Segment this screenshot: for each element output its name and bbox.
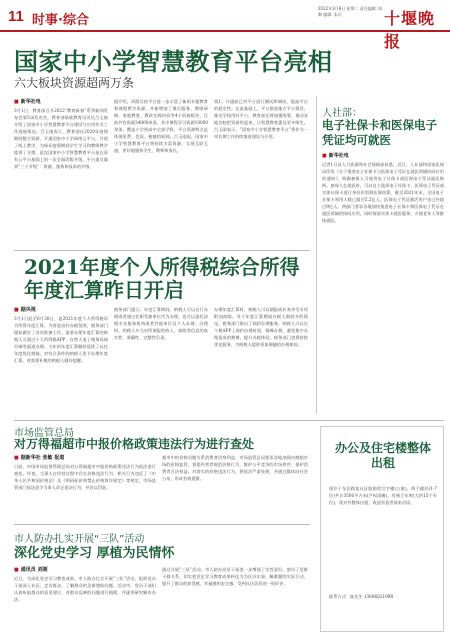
divider [14,420,444,421]
sidebar-source: ■ 新华社电 [322,152,444,159]
lead-headline: 国家中小学智慧教育平台亮相 [14,47,333,76]
lead-source: ■ 新华社电 [14,98,108,105]
civil-defense-headline: 深化党史学习 厚植为民情怀 [14,546,175,561]
market-headline: 对万得福超市中报价格政策违法行为进行查处 [14,437,255,451]
civil-defense-source: ■ 通讯员 刘刚 [14,566,156,573]
divider [14,250,310,251]
ad-body: 现位于东岳路某社区临街的写字楼(公寓)，两个楼层(1-7层)共计3500平方米(产权清晰)，有独立车库(大约15个车位)，现对外整体出租，欢迎有意者前来洽谈。 [329,486,437,505]
civil-defense-col-1: ■ 通讯员 刘刚 近日，为深化党史学习教育成果，市人防办扎实开展“三队”活动，组织党员干部深入社区、走访群众，了解群众的急难愁盼问题。活动中，党员干部们认真听取群众的意见建议，对群众反映的问题进行梳理，并逐项研究解决办法。 [14,566,156,634]
market-col-2: 超市中的价格问题关系消费者切身利益，市场监管总局要求各地加强对商超市场的价格监管，督促经营者规范价格行为，维护公平竞争的市场秩序，保护消费者合法权益。对查实的价格违法行为，将依法严肃处理，并通过媒体向社会公布，形成有效震慑。 [162,455,308,481]
lead-col-3: 第1、开通前已对平台进行测试和调试，提高平台的稳定性。在此基础上，平台推进地方平台建设，推动学校用好平台，教育部还将加强统筹，推动各地各校把资源用起来，让智慧教育惠及更多师生。吕玉刚表示，“国家中小学智慧教育平台”将作为一项长期工作持续推进建设与应用。 [214,99,308,139]
market-col-1: ■ 据新华社 张敏 报道 日前，中国市场监督管理总局对万得福超市中报价格政策违法行为依法进行查处。经查，当事人在经营过程中存在价格违法行为，相关行为违反了《中华人民共和国价格法》及《明码标价和禁止价格欺诈规定》等规定，市场监管部门依法责令当事人改正违法行为，并处以罚款。 [14,454,156,520]
page-number: 11 [8,8,24,25]
ad-title: 办公及住宅楼整体出租 [334,441,431,470]
market-kicker: 市场监管总局 [14,428,74,439]
sidebar-kicker: 人社部： [322,108,362,119]
divider [14,524,310,525]
lead-col-1: ■ 新华社电 3月1日，教育部召开2022“教育新春”系列新闻发布会第5场发布会，教育部基础教育司司长吕玉刚介绍了国家中小学智慧教育平台建设与应用有关工作进展情况。吕玉刚表示，教育部在2020年疫情期间整合资源，开通国家中小学网络云平台，开展了线上教学，为保证疫情期间学生学习和教师教学提供了支撑。此次国家中小学智慧教育平台是在原有云平台基础上的一次全面改版升级，平台重点做到“三个升级”：资源、服务和技术的升级。 [14,98,108,246]
tax-col-3: 办理年度汇算时，纳税人可以填报或补充享受专项附加扣除。对于年度汇算期间办税人数较多的情况，税务部门推出了预约办理服务，纳税人可以在个税APP上预约办理时间，错峰办税，避免集中办理造成的拥堵，提升办税体验。税务部门也将持续优化服务，为纳税人提供更加便捷的办税体验。 [214,307,308,347]
sidebar-body: ■ 新华社电 记者1日从人力资源和社会保障部获悉，近日，人社部和国家医保局印发《关于推进电子社保卡与医保电子凭证在就医领域协同应用的通知》，明确参保人可使用电子社保卡或医保电子凭证就医购药。参保人在就医时，可以自主选择电子社保卡、医保电子凭证或实体社保卡进行身份识别和医保结算。截至2021年末，全国电子社保卡领用人数已超过5.2亿人，医保电子凭证激活用户也已经超过9亿人。两部门要求各地加快推进电子社保卡和医保电子凭证在就医领域的协同应用，同时保留实体卡就医服务，方便老年人等群体就医。 [322,152,444,414]
ad-box [320,426,444,632]
page-header [0,0,450,51]
tax-col-1: ■ 据央视 3月1日起至6月30日，是2021年度个人所得税综合所得年度汇算。为营造良好办税氛围，税务部门提前做好了各项准备工作。需要办理年度汇算的纳税人可通过个人所得税APP、自然人电子税务局网页端等渠道办理。今年的年度汇算继续延续了以往年度优化措施，对符合条件的纳税人免予办理年度汇算，对需要补税的纳税人做好提醒。 [14,306,108,418]
header-meta: 2022年3月8日 星期二 责任编辑: 陈琳 编辑: 朱乐 [318,6,383,17]
market-source: ■ 据新华社 张敏 报道 [14,454,156,461]
civil-defense-col-2: 通过开展“三队”活动，市人防办党员干部进一步增强了宗旨意识，密切了党群干群关系，切实把党史学习教育成果转化为为民办实事、解难题的实际行动，提升了群众的获得感、幸福感和安全感，受到社区居民的一致好评。 [162,567,308,586]
section-name: 时事·综合 [32,13,89,28]
civil-defense-kicker: 市人防办扎实开展“三队”活动 [14,534,145,545]
ad-contact: 联系方式：陈先生 13686821998 [329,594,394,599]
column-divider [316,96,317,414]
newspaper-logo: 十堰晚报 [384,9,436,51]
tax-headline: 2021年度个人所得税综合所得年度汇算昨日开启 [24,255,300,302]
tax-col-2: 税务部门提示，年度汇算期间，纳税人可以自行办理或者通过任职受雇单位代为办理，也可以委托涉税专业服务机构或者其他单位及个人办理。办理时，纳税人应当对所填报的收入、扣除等信息的真实性、准确性、完整性负责。 [114,307,208,340]
tax-source: ■ 据央视 [14,306,108,313]
lead-col-2: 据介绍，改版后的平台进一步丰富了新的专题教育和课程教学资源，并新增加了课后服务、教师研修、家庭教育、教改实践经验等4个资源板块，目前共有资源34000余条，其中课程学习资源10000余条，覆盖小学到高中全部学科，平台资源特点是体现免费、优质、便捷的原则。吕玉刚说，国家中小学智慧教育平台将持续丰富资源，实现互联互通，更好地服务学生、教师和家长。 [114,99,208,153]
lead-subheadline: 六大板块资源超两万条 [14,76,135,90]
sidebar-headline: 电子社保卡和医保电子凭证均可就医 [322,118,437,147]
